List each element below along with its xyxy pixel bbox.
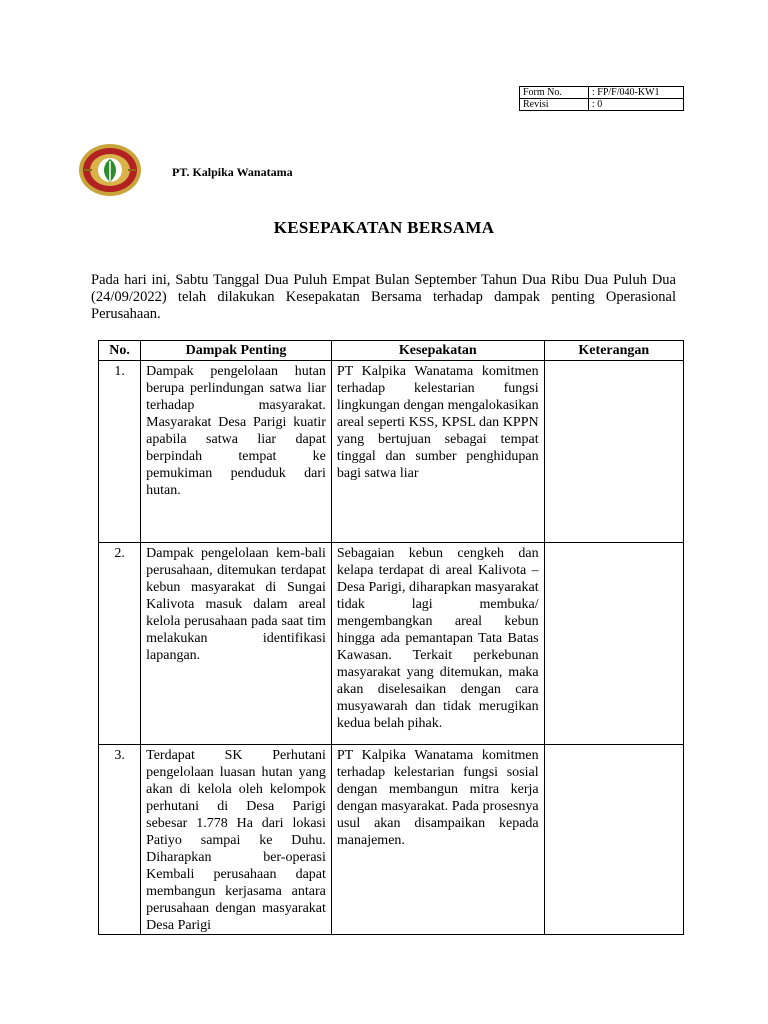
keterangan-cell — [544, 745, 683, 935]
dampak-cell: Dampak pengelolaan hutan berupa perlindungan satwa liar terhadap masyarakat. Masyarakat Desa Parigi kuatir apabila satwa liar dapat berpindah tempat ke pemukiman penduduk dari hutan. — [141, 361, 332, 543]
column-header-no: No. — [99, 341, 141, 361]
kesepakatan-cell: PT Kalpika Wanatama komitmen terhadap kelestarian fungsi sosial dengan membangun mitra kerja dengan masyarakat. Pada prosesnya usul akan disampaikan kepada manajemen. — [331, 745, 544, 935]
keterangan-cell — [544, 361, 683, 543]
row-number: 3. — [99, 745, 141, 935]
column-header-kesepakatan: Kesepakatan — [331, 341, 544, 361]
kesepakatan-cell: PT Kalpika Wanatama komitmen terhadap kelestarian fungsi lingkungan dengan mengalokasikan areal seperti KSS, KPSL dan KPPN yang bertujuan sebagai tempat tinggal dan sumber penghidupan bagi satwa liar — [331, 361, 544, 543]
form-row — [520, 87, 684, 99]
row-number: 1. — [99, 361, 141, 543]
form-number-value: : FP/F/040-KW1 — [589, 87, 684, 99]
form-row — [520, 99, 684, 111]
form-number-label: Form No. — [520, 87, 589, 99]
revision-value: : 0 — [589, 99, 684, 111]
column-header-dampak: Dampak Penting — [141, 341, 332, 361]
table-row — [99, 745, 684, 935]
kesepakatan-cell: Sebagaian kebun cengkeh dan kelapa terdapat di areal Kalivota – Desa Parigi, diharapkan masyarakat tidak lagi membuka/ mengembangkan areal kebun hingga ada pemantapan Tata Batas Kawasan. Terkait perkebunan masyarakat yang ditemukan, maka akan diselesaikan dengan cara musyawarah dan tidak merugikan kedua belah pihak. — [331, 543, 544, 745]
form-info-box — [519, 86, 684, 111]
column-header-keterangan: Keterangan — [544, 341, 683, 361]
table-row — [99, 543, 684, 745]
table-row — [99, 361, 684, 543]
company-emblem-icon — [78, 143, 142, 197]
row-number: 2. — [99, 543, 141, 745]
intro-paragraph: Pada hari ini, Sabtu Tanggal Dua Puluh Empat Bulan September Tahun Dua Ribu Dua Puluh Dua (24/09/2022) telah dilakukan Kesepakatan Bersama terhadap dampak penting Operasional Perusahaan. — [91, 272, 676, 322]
document-title: KESEPAKATAN BERSAMA — [273, 218, 495, 237]
agreement-table — [98, 340, 684, 935]
revision-label: Revisi — [520, 99, 589, 111]
table-header-row — [99, 341, 684, 361]
dampak-cell: Terdapat SK Perhutani pengelolaan luasan hutan yang akan di kelola oleh kelompok perhutani di Desa Parigi sebesar 1.778 Ha dari lokasi Patiyo sampai ke Duhu. Diharapkan ber-operasi Kembali perusahaan dapat membangun kerjasama antara perusahaan dengan masyarakat Desa Parigi — [141, 745, 332, 935]
dampak-cell: Dampak pengelolaan kem-bali perusahaan, ditemukan terdapat kebun masyarakat di Sungai Kalivota masuk dalam areal kelola perusahaan pada saat tim melakukan identifikasi lapangan. — [141, 543, 332, 745]
keterangan-cell — [544, 543, 683, 745]
company-name: PT. Kalpika Wanatama — [172, 165, 293, 179]
